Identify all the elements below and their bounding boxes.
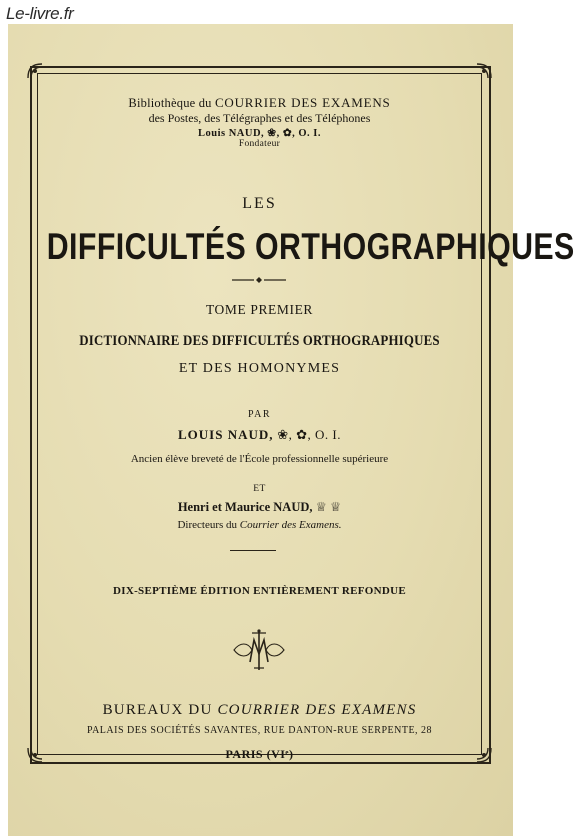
watermark: Le-livre.fr (6, 4, 74, 23)
corner-ornament-icon (26, 62, 44, 80)
author-2-distinctions: ♕ ♕ (315, 500, 342, 514)
publisher-emblem-icon (230, 628, 288, 672)
title-article: LES (242, 195, 277, 212)
author-2-credential (0, 519, 519, 531)
series-line (0, 95, 519, 111)
author-2-names: Henri et Maurice NAUD, (177, 500, 313, 514)
author-2-credential-journal: Courrier des Examens. (239, 519, 342, 531)
corner-ornament-icon (475, 62, 493, 80)
subtitle-line-2: ET DES HOMONYMES (178, 361, 341, 376)
book-title: DIFFICULTÉS ORTHOGRAPHIQUES (46, 226, 575, 267)
publisher-address: PALAIS DES SOCIÉTÉS SAVANTES, RUE DANTON-RUE SERPENTE, 28 (86, 725, 433, 736)
author-1-name: LOUIS NAUD, (177, 427, 274, 442)
author-1 (0, 427, 519, 443)
author-1-credential-school: École professionnelle supérieure (244, 453, 389, 465)
and-label: ET (253, 484, 266, 494)
publisher-journal: COURRIER DES EXAMENS (217, 702, 417, 718)
tome-label: TOME PREMIER (205, 302, 314, 317)
series-prefix: Bibliothèque du (128, 96, 215, 110)
author-1-credential-prefix: Ancien élève breveté de l' (130, 453, 245, 465)
divider-rule (230, 550, 276, 551)
author-1-distinctions: ❀, ✿, O. I. (277, 427, 342, 442)
publisher-name (0, 702, 519, 719)
subtitle-line-1: DICTIONNAIRE DES DIFFICULTÉS ORTHOGRAPHIQUES (79, 333, 440, 349)
divider-ornament-icon (232, 276, 286, 284)
author-2-credential-prefix: Directeurs du (177, 519, 240, 531)
edition-line: DIX-SEPTIÈME ÉDITION ENTIÈREMENT REFONDUE (113, 585, 406, 597)
by-label: PAR (247, 409, 272, 420)
author-2 (0, 499, 519, 515)
publisher-city: PARIS (VIᵉ) (225, 747, 294, 761)
publisher-prefix: BUREAUX DU (102, 702, 218, 718)
founder-label: Fondateur (238, 139, 281, 149)
series-subline: des Postes, des Télégraphes et des Téléphones (148, 111, 371, 125)
author-1-credential (0, 453, 519, 465)
founder-name: Louis NAUD, ❀, ✿, O. I. (197, 128, 322, 139)
series-name: COURRIER DES EXAMENS (214, 95, 391, 110)
